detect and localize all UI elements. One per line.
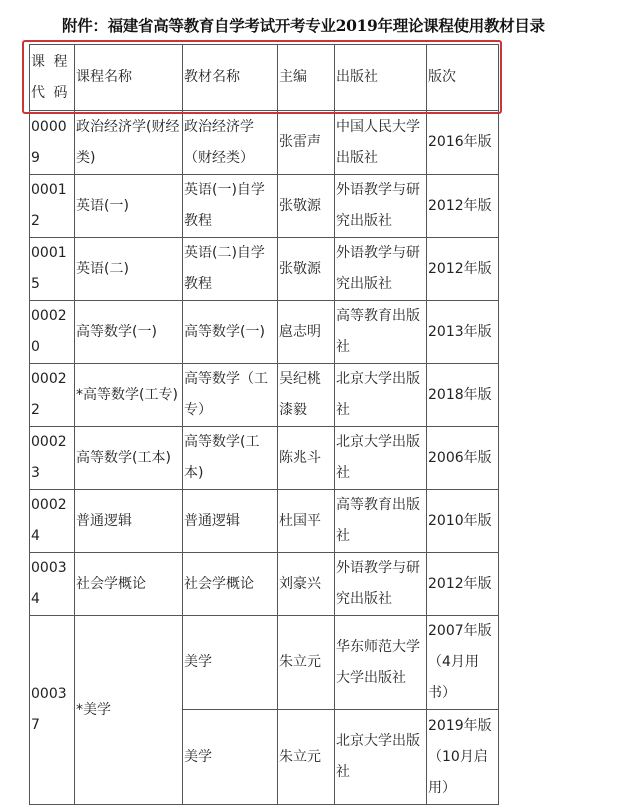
cell-editor: 张雷声: [278, 111, 335, 175]
cell-editor: 朱立元: [278, 616, 335, 710]
cell-code: 00012: [30, 175, 75, 238]
cell-editor: 吴纪桃 漆毅: [278, 364, 335, 427]
cell-publisher: 北京大学出版社: [335, 710, 427, 805]
cell-editor: 杜国平: [278, 490, 335, 553]
cell-editor: 刘豪兴: [278, 553, 335, 616]
table-row: [30, 616, 499, 710]
table-row: [30, 175, 499, 238]
cell-editor: 扈志明: [278, 301, 335, 364]
cell-edition: 2006年版: [427, 427, 499, 490]
cell-course: 高等数学(工本): [75, 427, 183, 490]
table-row: [30, 364, 499, 427]
cell-book: 美学: [183, 710, 278, 805]
document-title: 附件：福建省高等教育自学考试开考专业2019年理论课程使用教材目录: [62, 16, 545, 35]
table-header-row: [30, 45, 499, 111]
cell-course: 英语(一): [75, 175, 183, 238]
cell-edition: 2018年版: [427, 364, 499, 427]
cell-editor: 陈兆斗: [278, 427, 335, 490]
cell-book: 高等数学(一): [183, 301, 278, 364]
header-book-name: 教材名称: [183, 45, 278, 111]
cell-code: 00024: [30, 490, 75, 553]
cell-code: 00037: [30, 616, 75, 805]
cell-publisher: 外语教学与研究出版社: [335, 238, 427, 301]
cell-course: 社会学概论: [75, 553, 183, 616]
cell-edition: 2010年版: [427, 490, 499, 553]
cell-code: 00022: [30, 364, 75, 427]
table-row: [30, 427, 499, 490]
cell-publisher: 中国人民大学出版社: [335, 111, 427, 175]
cell-code: 00015: [30, 238, 75, 301]
cell-edition: 2013年版: [427, 301, 499, 364]
cell-code: 00023: [30, 427, 75, 490]
cell-book: 高等数学（工专）: [183, 364, 278, 427]
cell-publisher: 华东师范大学大学出版社: [335, 616, 427, 710]
cell-book: 社会学概论: [183, 553, 278, 616]
cell-publisher: 高等教育出版社: [335, 301, 427, 364]
cell-publisher: 北京大学出版社: [335, 364, 427, 427]
cell-edition: 2012年版: [427, 238, 499, 301]
cell-publisher: 外语教学与研究出版社: [335, 553, 427, 616]
header-edition: 版次: [427, 45, 499, 111]
textbook-table: [29, 44, 499, 805]
header-course-code: 课 程 代 码: [30, 45, 75, 111]
cell-book: 英语(一)自学教程: [183, 175, 278, 238]
cell-course: 政治经济学(财经类): [75, 111, 183, 175]
cell-book: 普通逻辑: [183, 490, 278, 553]
cell-course: *美学: [75, 616, 183, 805]
cell-course: 高等数学(一): [75, 301, 183, 364]
cell-publisher: 高等教育出版社: [335, 490, 427, 553]
table-row: [30, 238, 499, 301]
cell-publisher: 北京大学出版社: [335, 427, 427, 490]
header-editor: 主编: [278, 45, 335, 111]
cell-book: 政治经济学（财经类）: [183, 111, 278, 175]
cell-editor: 张敬源: [278, 175, 335, 238]
cell-book: 美学: [183, 616, 278, 710]
cell-course: 普通逻辑: [75, 490, 183, 553]
cell-edition: 2016年版: [427, 111, 499, 175]
cell-book: 英语(二)自学教程: [183, 238, 278, 301]
cell-code: 00009: [30, 111, 75, 175]
cell-edition: 2012年版: [427, 175, 499, 238]
cell-edition: 2007年版（4月用书）: [427, 616, 499, 710]
cell-code: 00020: [30, 301, 75, 364]
table-row: [30, 490, 499, 553]
cell-editor: 张敬源: [278, 238, 335, 301]
cell-edition: 2019年版（10月启用）: [427, 710, 499, 805]
table-row: [30, 111, 499, 175]
header-publisher: 出版社: [335, 45, 427, 111]
cell-publisher: 外语教学与研究出版社: [335, 175, 427, 238]
cell-course: *高等数学(工专): [75, 364, 183, 427]
cell-edition: 2012年版: [427, 553, 499, 616]
header-course-name: 课程名称: [75, 45, 183, 111]
table-row: [30, 553, 499, 616]
cell-book: 高等数学(工本): [183, 427, 278, 490]
table-row: [30, 301, 499, 364]
cell-code: 00034: [30, 553, 75, 616]
cell-editor: 朱立元: [278, 710, 335, 805]
cell-course: 英语(二): [75, 238, 183, 301]
